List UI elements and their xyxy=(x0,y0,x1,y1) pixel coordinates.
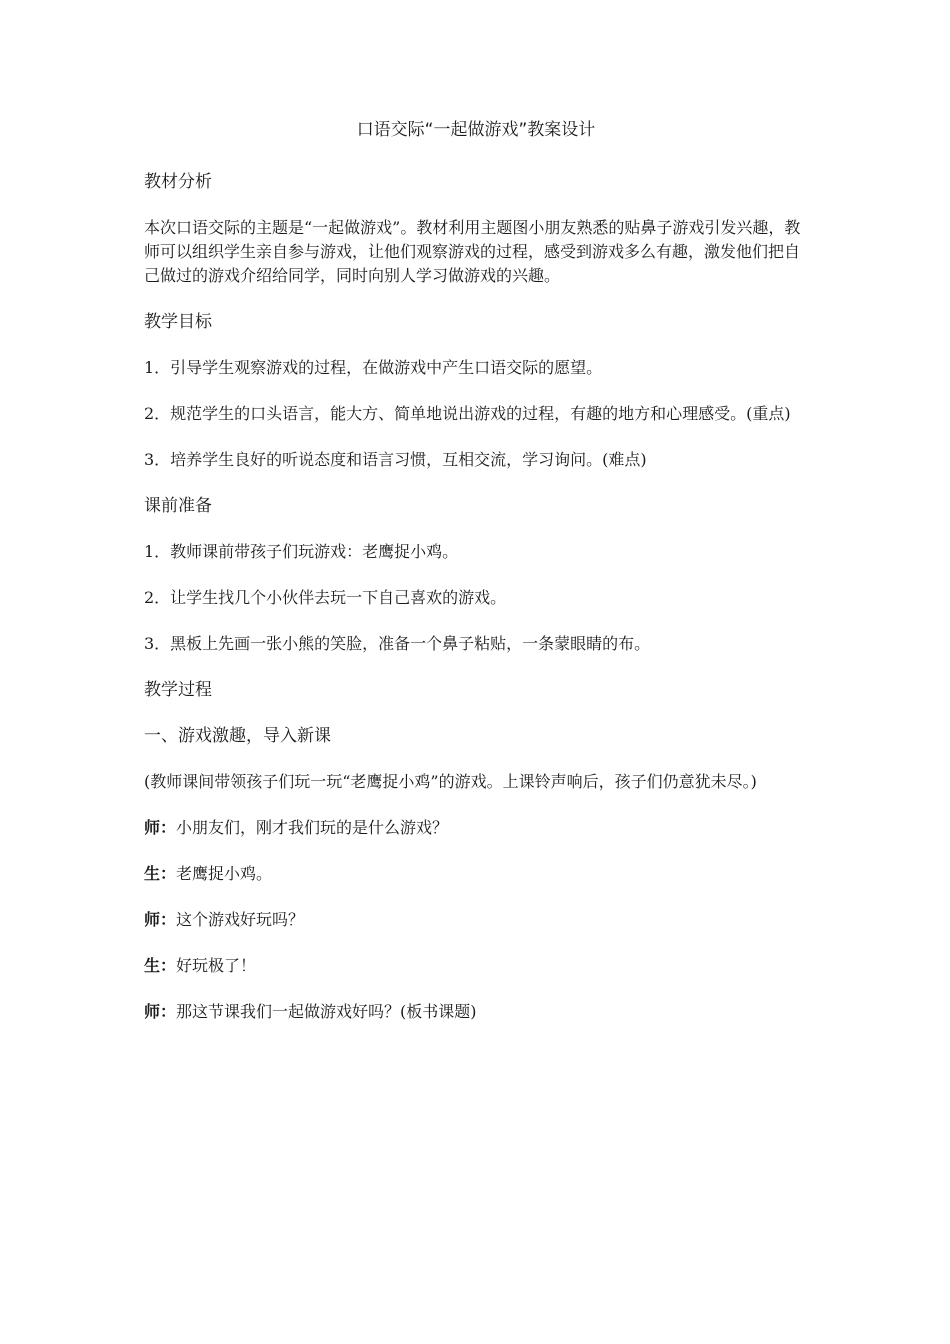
heading-teaching-goals: 教学目标 xyxy=(144,312,212,332)
prep-item: 3．黑板上先画一张小熊的笑脸，准备一个鼻子粘贴，一条蒙眼睛的布。 xyxy=(144,634,651,653)
dialog-speaker: 师： xyxy=(144,910,177,929)
heading-preparation: 课前准备 xyxy=(144,496,212,516)
heading-teaching-process: 教学过程 xyxy=(144,680,212,700)
prep-item: 1．教师课前带孩子们玩游戏：老鹰捉小鸡。 xyxy=(144,542,459,561)
dialog-line xyxy=(144,816,808,840)
dialog-line xyxy=(144,908,808,932)
dialog-speaker: 师： xyxy=(144,818,177,837)
dialog-speaker: 生： xyxy=(144,956,177,975)
goal-item: 1．引导学生观察游戏的过程，在做游戏中产生口语交际的愿望。 xyxy=(144,358,603,377)
document-title: 口语交际“一起做游戏”教案设计 xyxy=(356,120,596,140)
dialog-text: 老鹰捉小鸡。 xyxy=(176,864,273,883)
heading-material-analysis: 教材分析 xyxy=(144,172,212,192)
goal-item: 2．规范学生的口头语言，能大方、简单地说出游戏的过程，有趣的地方和心理感受。(重点) xyxy=(144,404,791,423)
document-page xyxy=(144,118,808,1046)
dialog-speaker: 师： xyxy=(144,1002,177,1021)
stage-note: (教师课间带领孩子们玩一玩“老鹰捉小鸡”的游戏。上课铃声响后，孩子们仍意犹未尽。) xyxy=(144,772,757,791)
dialog-line xyxy=(144,1000,808,1024)
subheading-game-intro: 一、游戏激趣，导入新课 xyxy=(144,726,331,746)
goal-item: 3．培养学生良好的听说态度和语言习惯，互相交流，学习询问。(难点) xyxy=(144,450,647,469)
prep-item: 2．让学生找几个小伙伴去玩一下自己喜欢的游戏。 xyxy=(144,588,507,607)
dialog-line xyxy=(144,954,808,978)
dialog-text: 好玩极了！ xyxy=(176,956,257,975)
material-analysis-text: 本次口语交际的主题是“一起做游戏”。教材利用主题图小朋友熟悉的贴鼻子游戏引发兴趣，教师可以组织学生亲自参与游戏，让他们观察游戏的过程，感受到游戏多么有趣，激发他们把自己做过的游戏介绍给同学，同时向别人学习做游戏的兴趣。 xyxy=(144,218,801,285)
dialog-line xyxy=(144,862,808,886)
dialog-speaker: 生： xyxy=(144,864,177,883)
dialog-text: 那这节课我们一起做游戏好吗？(板书课题) xyxy=(176,1002,477,1021)
dialog-text: 这个游戏好玩吗？ xyxy=(176,910,305,929)
dialog-text: 小朋友们，刚才我们玩的是什么游戏？ xyxy=(176,818,449,837)
